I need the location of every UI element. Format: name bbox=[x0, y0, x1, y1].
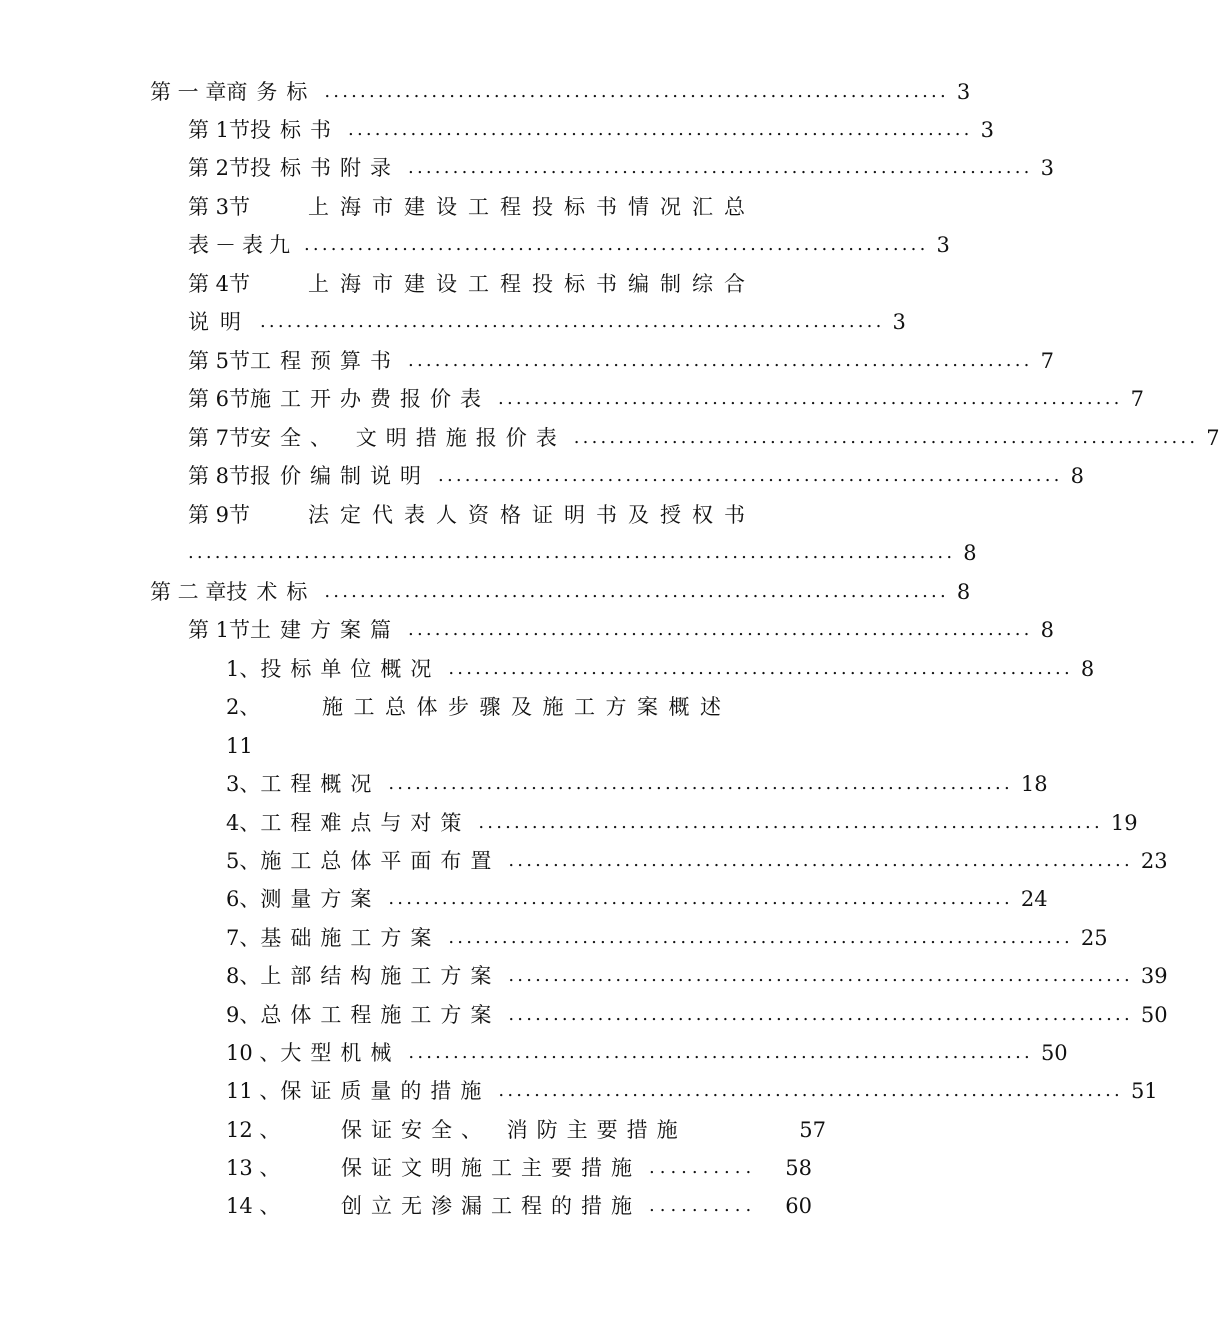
toc-title: 投标单位概况 bbox=[260, 657, 441, 681]
toc-page-number: 51 bbox=[1130, 1079, 1158, 1103]
toc-title: 大型机械 bbox=[280, 1041, 401, 1065]
toc-item[interactable] bbox=[226, 961, 1168, 991]
toc-leader-dots: ...................................................................... bbox=[508, 965, 1133, 986]
toc-leader-dots: ...................................................................... bbox=[448, 927, 1073, 948]
toc-number: 3、 bbox=[226, 772, 261, 796]
toc-number: 7、 bbox=[226, 926, 261, 950]
toc-leader-dots: .......... bbox=[649, 1157, 757, 1178]
toc-number: 9、 bbox=[226, 1003, 261, 1027]
toc-title: 创立无渗漏工程的措施 bbox=[341, 1194, 641, 1218]
toc-title-continued: 说明 bbox=[188, 310, 252, 334]
toc-section[interactable] bbox=[188, 269, 848, 299]
toc-title-continued: 表－表九 bbox=[188, 233, 296, 257]
toc-page-number: 3 bbox=[980, 118, 994, 142]
toc-number: 8、 bbox=[226, 964, 261, 988]
toc-item[interactable] bbox=[226, 1076, 1158, 1106]
toc-page-number: 8 bbox=[1040, 618, 1054, 642]
toc-item[interactable] bbox=[226, 923, 1108, 953]
toc-number: 第 8节 bbox=[188, 464, 251, 488]
toc-leader-dots: ...................................................................... bbox=[573, 427, 1199, 448]
toc-title: 土建方案篇 bbox=[250, 618, 401, 642]
toc-page-number: 57 bbox=[799, 1118, 826, 1142]
toc-page-number: 58 bbox=[785, 1156, 812, 1180]
toc-item[interactable] bbox=[226, 1038, 1068, 1068]
toc-title: 上部结构施工方案 bbox=[260, 964, 501, 988]
toc-number: 第 5节 bbox=[188, 349, 251, 373]
toc-leader-dots: ...................................................................... bbox=[478, 812, 1103, 833]
toc-number: 第 6节 bbox=[188, 387, 251, 411]
toc-page-number: 60 bbox=[785, 1194, 812, 1218]
toc-section[interactable] bbox=[188, 115, 994, 145]
toc-page-number: 8 bbox=[956, 580, 971, 604]
toc-leader-dots: ...................................................................... bbox=[388, 773, 1013, 794]
toc-page-number: 7 bbox=[1040, 349, 1054, 373]
toc-leader-dots: ...................................................................... bbox=[304, 234, 929, 255]
toc-chapter-2[interactable] bbox=[150, 577, 971, 607]
toc-page-number: 19 bbox=[1110, 811, 1138, 835]
toc-leader-dots: ...................................................................... bbox=[408, 350, 1033, 371]
toc-page-number: 3 bbox=[956, 80, 971, 104]
toc-number: 10 、 bbox=[226, 1041, 281, 1065]
toc-number: 第 3节 bbox=[188, 195, 251, 219]
toc-title: 技术标 bbox=[226, 580, 317, 604]
toc-title: 测量方案 bbox=[260, 887, 381, 911]
toc-section[interactable] bbox=[188, 384, 1144, 414]
toc-leader-dots: ...................................................................... bbox=[498, 388, 1123, 409]
toc-section[interactable] bbox=[188, 192, 848, 222]
toc-section[interactable] bbox=[188, 615, 1054, 645]
toc-number: 14 、 bbox=[226, 1194, 281, 1218]
toc-item-continuation[interactable] bbox=[226, 731, 326, 761]
toc-item[interactable] bbox=[226, 1115, 826, 1145]
toc-number: 13 、 bbox=[226, 1156, 281, 1180]
toc-number: 4、 bbox=[226, 811, 261, 835]
toc-page-number: 39 bbox=[1140, 964, 1168, 988]
toc-item[interactable] bbox=[226, 1191, 812, 1221]
toc-leader-dots: ...................................................................... bbox=[408, 619, 1033, 640]
toc-page-number: 7 bbox=[1206, 426, 1220, 450]
toc-page-number: 50 bbox=[1140, 1003, 1168, 1027]
toc-title: 报价编制说明 bbox=[250, 464, 431, 488]
toc-page-number: 7 bbox=[1130, 387, 1144, 411]
toc-title: 保证安全、 消防主要措施 bbox=[341, 1118, 687, 1142]
toc-title: 工程概况 bbox=[260, 772, 381, 796]
toc-leader-dots: .......... bbox=[649, 1195, 757, 1216]
toc-section[interactable] bbox=[188, 153, 1054, 183]
toc-item[interactable] bbox=[226, 808, 1138, 838]
toc-section-continuation[interactable] bbox=[188, 230, 950, 260]
toc-item[interactable] bbox=[226, 654, 1095, 684]
toc-number: 2、 bbox=[226, 695, 261, 719]
toc-number: 第 9节 bbox=[188, 503, 251, 527]
toc-page-number: 50 bbox=[1040, 1041, 1068, 1065]
toc-leader-dots: ...................................................................... bbox=[438, 465, 1063, 486]
toc-number: 5、 bbox=[226, 849, 261, 873]
toc-section[interactable] bbox=[188, 500, 848, 530]
toc-item[interactable] bbox=[226, 769, 1048, 799]
toc-leader-dots: ...................................................................... bbox=[408, 157, 1033, 178]
toc-title: 施工开办费报价表 bbox=[250, 387, 491, 411]
toc-title: 安全、 文明措施报价表 bbox=[250, 426, 566, 450]
toc-page-number: 18 bbox=[1020, 772, 1048, 796]
toc-title: 商务标 bbox=[226, 80, 317, 104]
toc-number: 第 2节 bbox=[188, 156, 251, 180]
toc-title: 基础施工方案 bbox=[260, 926, 441, 950]
toc-number: 12 、 bbox=[226, 1118, 281, 1142]
toc-leader-dots: ...................................................................... bbox=[508, 850, 1133, 871]
toc-title: 保证质量的措施 bbox=[280, 1079, 491, 1103]
toc-number: 第 一 章 bbox=[150, 80, 227, 104]
toc-page-number: 23 bbox=[1140, 849, 1168, 873]
toc-number: 11 、 bbox=[226, 1079, 281, 1103]
toc-title: 工程预算书 bbox=[250, 349, 401, 373]
toc-leader-dots: ...................................................................... bbox=[324, 581, 949, 602]
toc-section-continuation[interactable] bbox=[188, 307, 906, 337]
toc-title: 投标书附录 bbox=[250, 156, 401, 180]
toc-leader-dots: ...................................................................... bbox=[498, 1080, 1123, 1101]
toc-number: 第 1节 bbox=[188, 618, 251, 642]
toc-leader-dots: ...................................................................... bbox=[508, 1004, 1133, 1025]
toc-section[interactable] bbox=[188, 346, 1054, 376]
toc-page-number: 11 bbox=[226, 734, 253, 758]
toc-leader-dots: ...................................................................... bbox=[348, 119, 973, 140]
toc-page-number: 3 bbox=[1040, 156, 1054, 180]
toc-title: 工程难点与对策 bbox=[260, 811, 471, 835]
toc-leader-dots: ...................................................................................... bbox=[188, 542, 956, 563]
toc-title: 施工总体步骤及施工方案概述 bbox=[322, 695, 732, 719]
toc-page-number: 3 bbox=[892, 310, 906, 334]
toc-item[interactable] bbox=[226, 1153, 812, 1183]
toc-title: 总体工程施工方案 bbox=[260, 1003, 501, 1027]
toc-number: 1、 bbox=[226, 657, 261, 681]
toc-item[interactable] bbox=[226, 846, 1168, 876]
toc-page-number: 8 bbox=[963, 541, 977, 565]
toc-number: 6、 bbox=[226, 887, 261, 911]
toc-item[interactable] bbox=[226, 884, 1048, 914]
toc-item[interactable] bbox=[226, 1000, 1168, 1030]
toc-number: 第 1节 bbox=[188, 118, 251, 142]
toc-page-number: 25 bbox=[1080, 926, 1108, 950]
toc-title: 施工总体平面布置 bbox=[260, 849, 501, 873]
toc-title: 上海市建设工程投标书情况汇总 bbox=[308, 195, 756, 219]
toc-section[interactable] bbox=[188, 423, 1220, 453]
toc-page-number: 8 bbox=[1080, 657, 1095, 681]
toc-number: 第 二 章 bbox=[150, 580, 227, 604]
toc-title: 法定代表人资格证明书及授权书 bbox=[308, 503, 756, 527]
toc-page-number: 3 bbox=[936, 233, 950, 257]
toc-chapter-1[interactable] bbox=[150, 77, 971, 107]
toc-leader-dots: ...................................................................... bbox=[388, 888, 1013, 909]
toc-title: 投标书 bbox=[250, 118, 341, 142]
toc-page-number: 24 bbox=[1020, 887, 1048, 911]
toc-leader-dots: ...................................................................... bbox=[448, 658, 1073, 679]
toc-title: 上海市建设工程投标书编制综合 bbox=[308, 272, 756, 296]
toc-number: 第 7节 bbox=[188, 426, 251, 450]
toc-page-number: 8 bbox=[1070, 464, 1084, 488]
toc-item[interactable] bbox=[226, 692, 826, 722]
toc-number: 第 4节 bbox=[188, 272, 251, 296]
toc-section[interactable] bbox=[188, 461, 1084, 491]
toc-leader-dots: ...................................................................... bbox=[324, 81, 949, 102]
toc-leader-dots: ...................................................................... bbox=[260, 311, 885, 332]
toc-section-continuation[interactable] bbox=[188, 538, 977, 568]
toc-leader-dots: ...................................................................... bbox=[408, 1042, 1033, 1063]
toc-title: 保证文明施工主要措施 bbox=[341, 1156, 641, 1180]
